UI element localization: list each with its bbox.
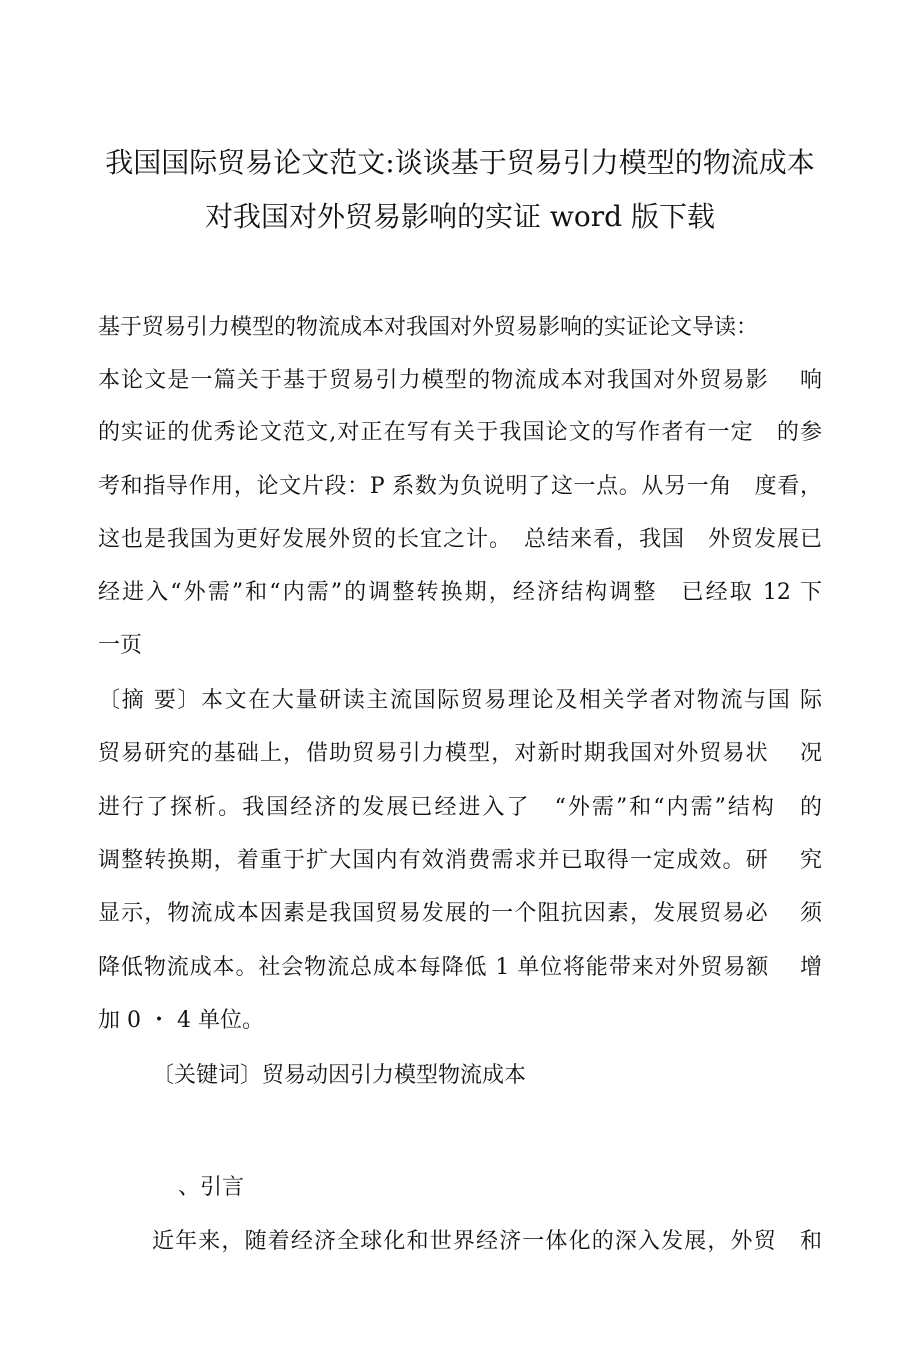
guide-line-1: 本论文是一篇关于基于贸易引力模型的物流成本对我国对外贸易影 响 bbox=[98, 368, 822, 393]
abstract-line-5: 显示，物流成本因素是我国贸易发展的一个阻抗因素，发展贸易必 须 bbox=[98, 901, 822, 926]
keywords-line: 〔关键词〕贸易动因引力模型物流成本 bbox=[152, 1063, 527, 1088]
abstract-line-6: 降低物流成本。社会物流总成本每降低 1 单位将能带来对外贸易额 增 bbox=[98, 955, 822, 980]
title-line-1: 我国国际贸易论文范文:谈谈基于贸易引力模型的物流成本 bbox=[105, 146, 815, 179]
intro-line-1: 近年来，随着经济全球化和世界经济一体化的深入发展，外贸 和 bbox=[152, 1229, 822, 1254]
title-line-2: 对我国对外贸易影响的实证 word 版下载 bbox=[205, 200, 715, 233]
guide-line-3: 考和指导作用，论文片段：P 系数为负说明了这一点。从另一角 度看， bbox=[98, 474, 822, 499]
section-heading-introduction: 、引言 bbox=[178, 1175, 245, 1200]
guide-heading: 基于贸易引力模型的物流成本对我国对外贸易影响的实证论文导读： bbox=[98, 315, 759, 340]
abstract-line-7: 加 0 ・ 4 单位。 bbox=[98, 1008, 264, 1033]
abstract-line-2: 贸易研究的基础上，借助贸易引力模型，对新时期我国对外贸易状 况 bbox=[98, 741, 822, 766]
abstract-line-1: 〔摘 要〕本文在大量研读主流国际贸易理论及相关学者对物流与国 际 bbox=[98, 688, 822, 713]
guide-line-5: 经进入“外需”和“内需”的调整转换期，经济结构调整 已经取 12 下 bbox=[98, 580, 822, 605]
guide-line-2: 的实证的优秀论文范文,对正在写有关于我国论文的写作者有一定 的参 bbox=[98, 420, 822, 445]
abstract-line-4: 调整转换期，着重于扩大国内有效消费需求并已取得一定成效。研 究 bbox=[98, 848, 822, 873]
abstract-line-3: 进行了探析。我国经济的发展已经进入了 “外需”和“内需”结构 的 bbox=[98, 795, 822, 820]
guide-line-4: 这也是我国为更好发展外贸的长宜之计。 总结来看，我国 外贸发展已 bbox=[98, 527, 822, 552]
guide-line-6: 一页 bbox=[98, 633, 143, 658]
